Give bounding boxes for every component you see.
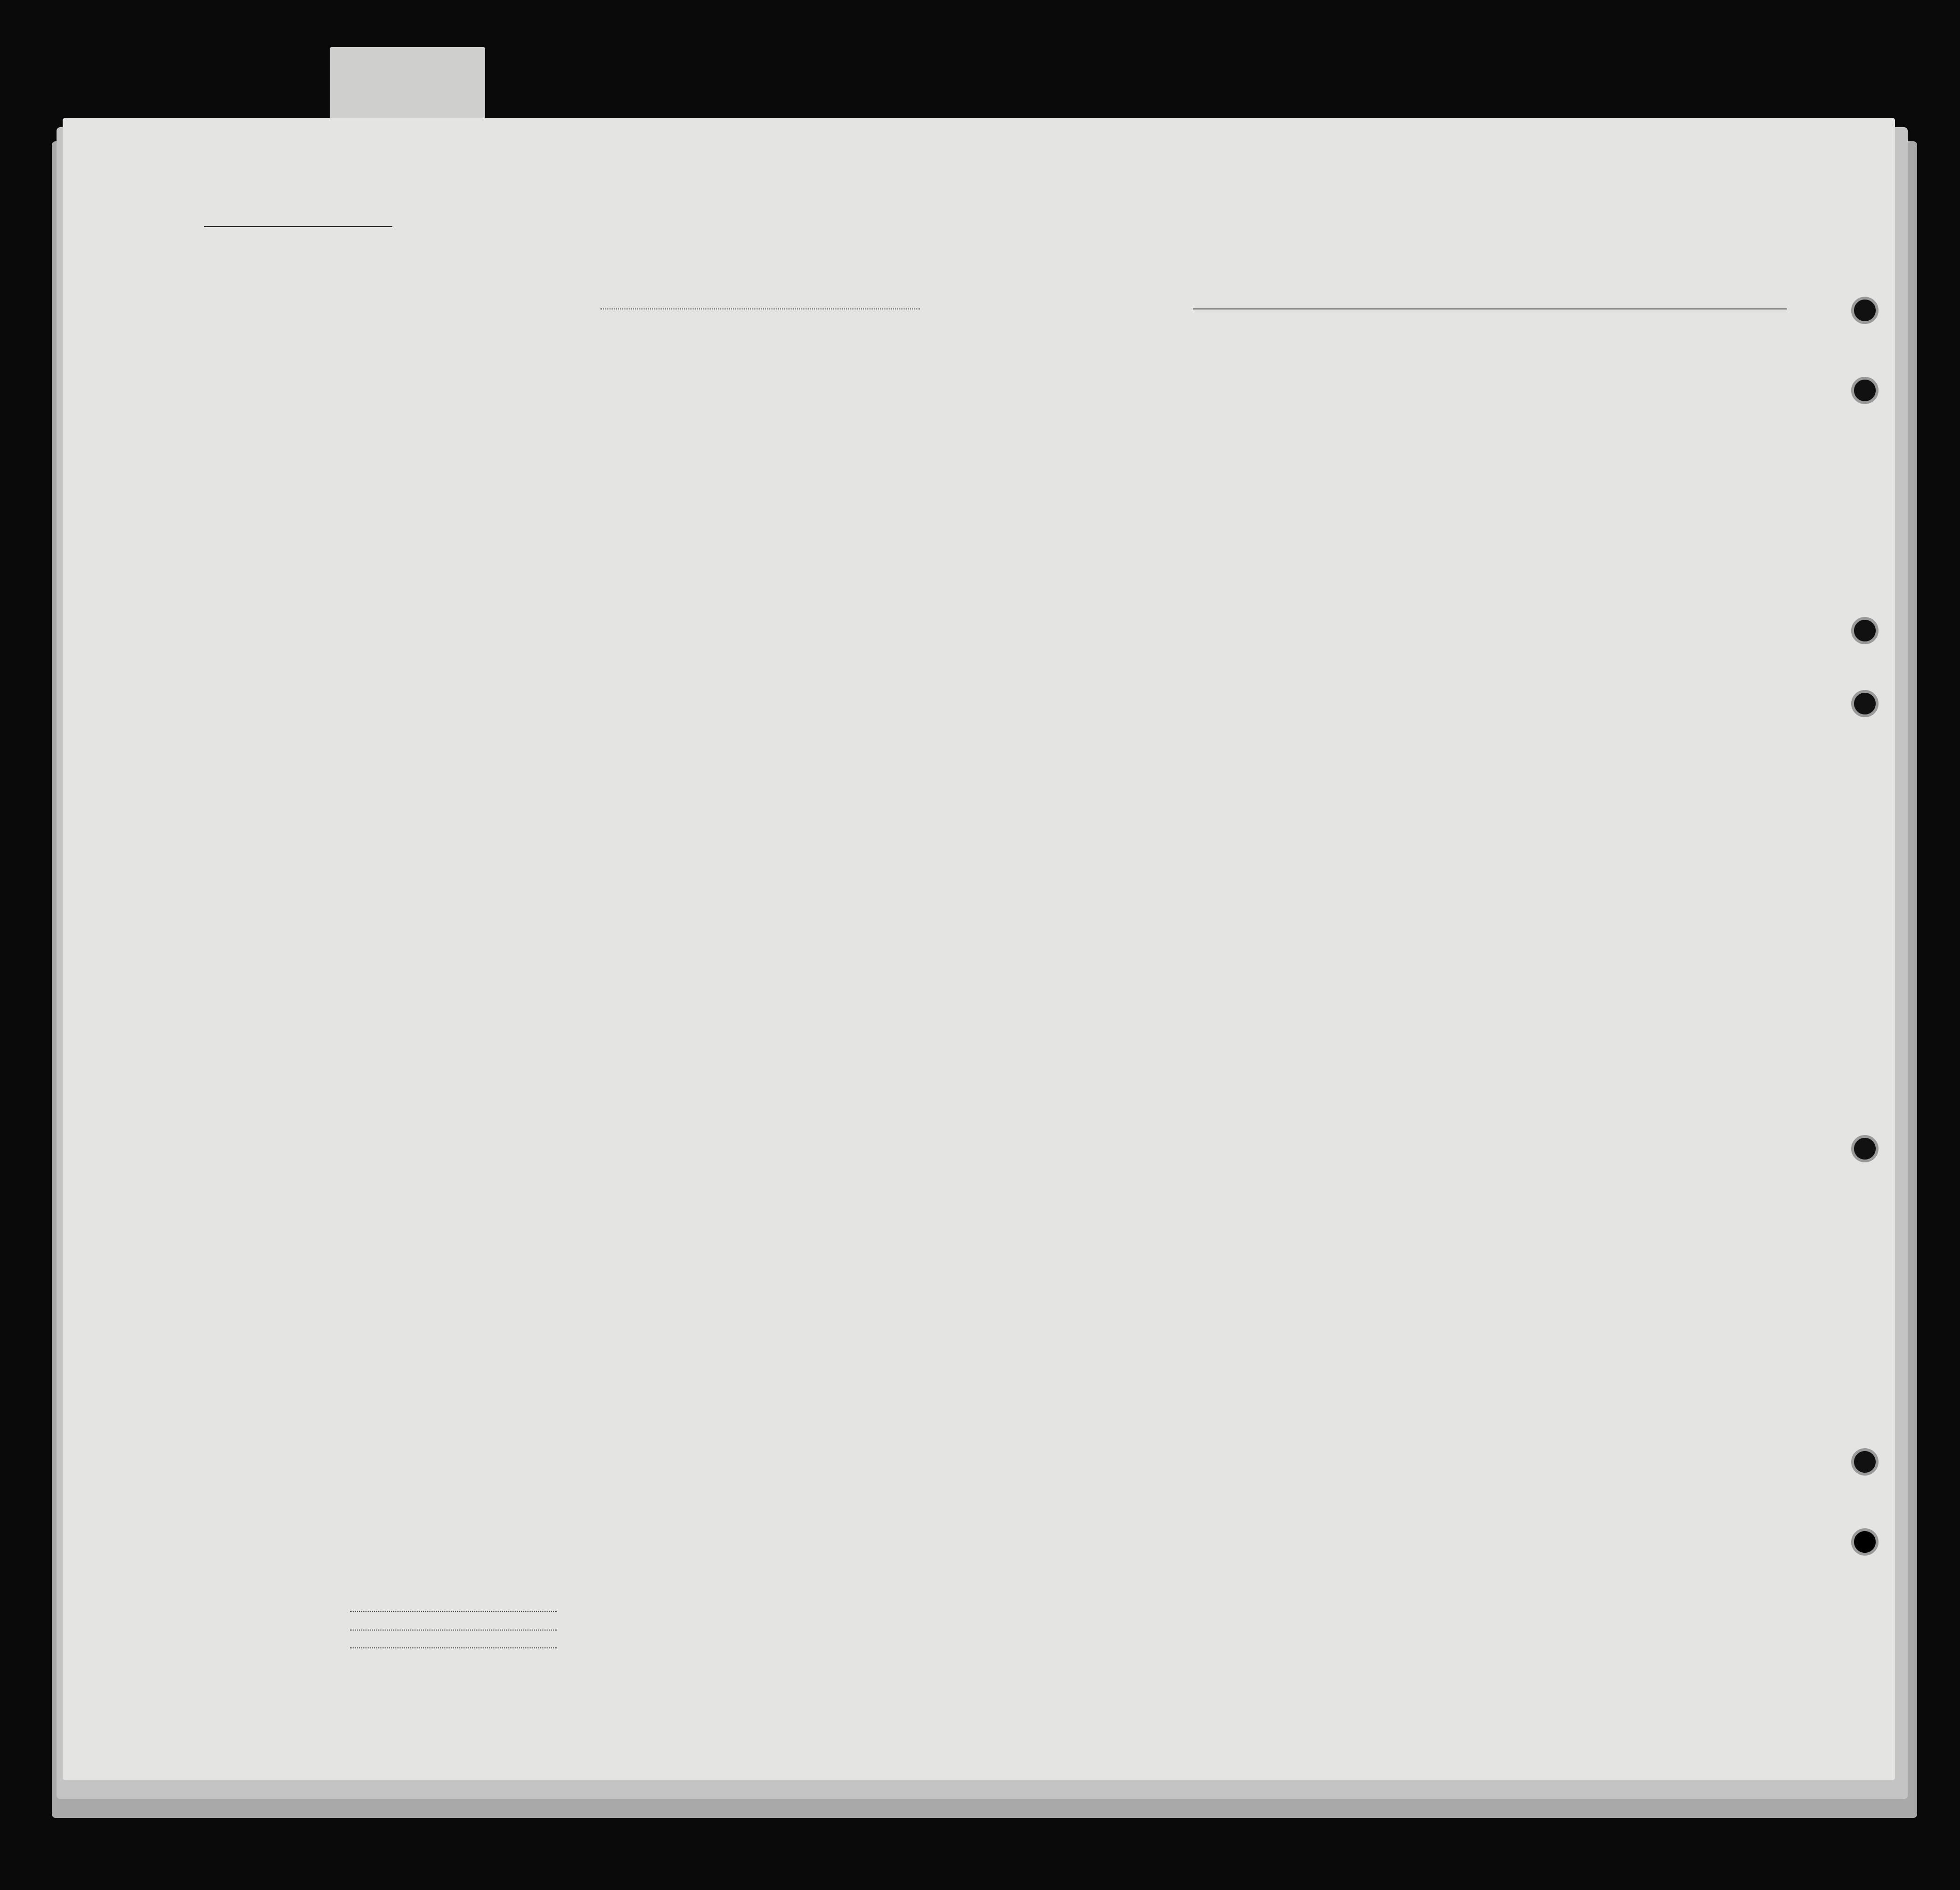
folder-tab xyxy=(330,47,485,122)
binder-hole xyxy=(1851,377,1879,404)
footer-dots xyxy=(350,1611,557,1612)
binder-hole xyxy=(1851,1528,1879,1556)
binder-hole xyxy=(1851,297,1879,324)
binder-hole xyxy=(1851,617,1879,644)
footer-dots xyxy=(350,1647,557,1648)
binder-hole xyxy=(1851,1135,1879,1162)
manifest-grid xyxy=(63,118,1895,1780)
binder-hole xyxy=(1851,690,1879,717)
manifest-sheet xyxy=(63,118,1895,1780)
binder-hole xyxy=(1851,1448,1879,1476)
